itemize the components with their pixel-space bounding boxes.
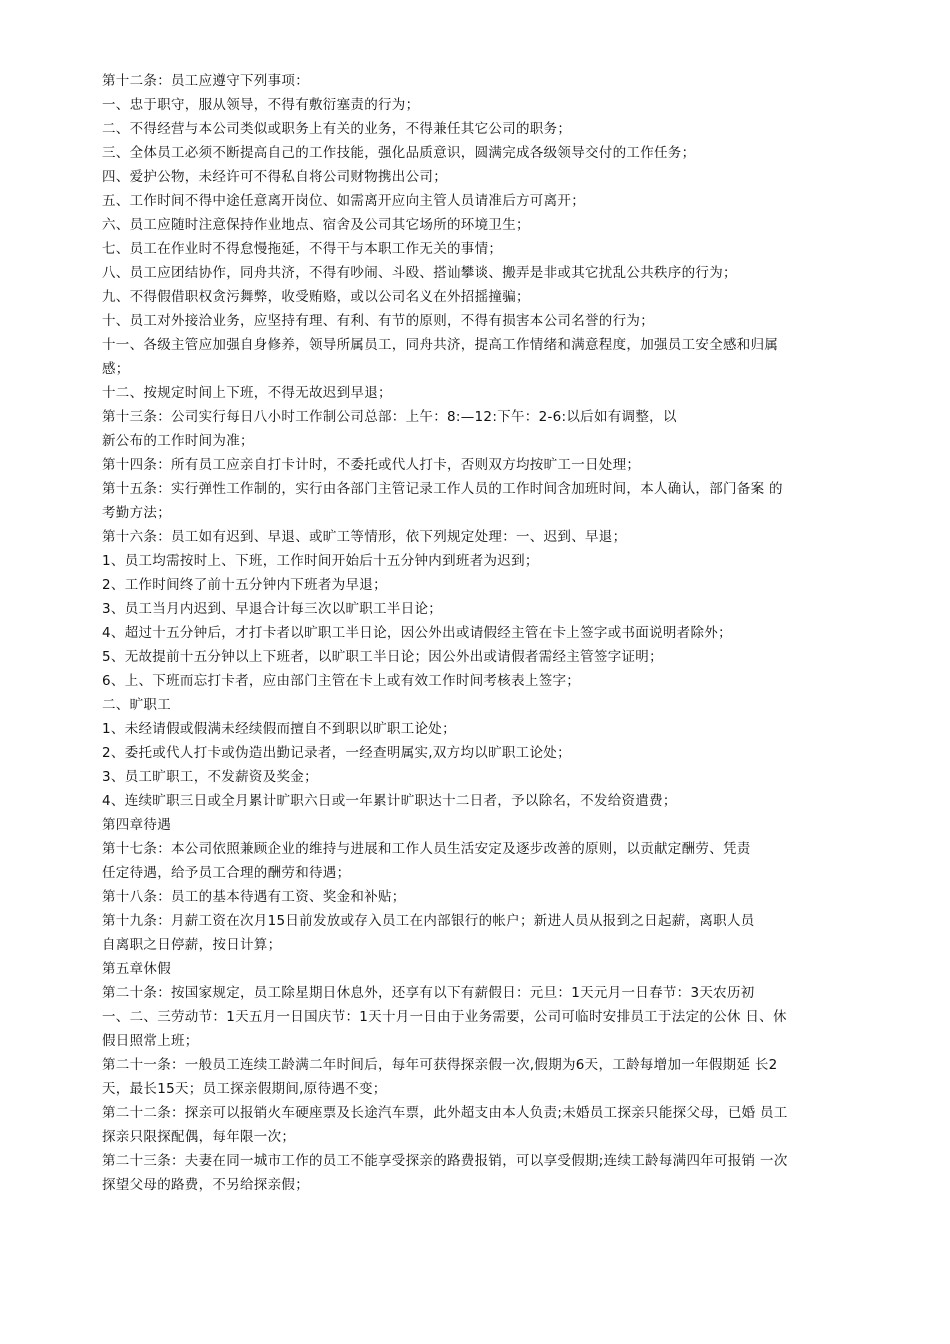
text-line: 九、不得假借职权贪污舞弊，收受贿赂，或以公司名义在外招摇撞骗； bbox=[102, 289, 530, 305]
text-line: 第十九条：月薪工资在次月15日前发放或存入员工在内部银行的帐户；新进人员从报到之日起薪，离职人员 bbox=[102, 913, 755, 929]
text-line: 一、二、三劳动节：1天五月一日国庆节：1天十月一日由于业务需要，公司可临时安排员工于法定的公休 日、休 bbox=[102, 1009, 787, 1025]
text-line: 三、全体员工必须不断提高自己的工作技能，强化品质意识，圆满完成各级领导交付的工作任务； bbox=[102, 145, 696, 161]
text-line: 第二十二条：探亲可以报销火车硬座票及长途汽车票，此外超支由本人负责;未婚员工探亲只能探父母，已婚 员工 bbox=[102, 1105, 788, 1121]
text-line: 感； bbox=[102, 361, 130, 377]
text-line: 第十八条：员工的基本待遇有工资、奖金和补贴； bbox=[102, 889, 406, 905]
text-line: 第十五条：实行弹性工作制的，实行由各部门主管记录工作人员的工作时间含加班时间，本人确认，部门备案 的 bbox=[102, 481, 783, 497]
text-line: 第十三条：公司实行每日八小时工作制公司总部：上午：8:—12:下午：2-6:以后如有调整，以 bbox=[102, 409, 677, 425]
text-line: 第二十三条：夫妻在同一城市工作的员工不能享受探亲的路费报销，可以享受假期;连续工龄每满四年可报销 一次 bbox=[102, 1153, 788, 1169]
text-line: 自离职之日停薪，按日计算； bbox=[102, 937, 282, 953]
text-line: 3、员工旷职工，不发薪资及奖金； bbox=[102, 769, 318, 785]
text-line: 第二十一条：一般员工连续工龄满二年时间后，每年可获得探亲假一次,假期为6天，工龄每增加一年假期延 长2 bbox=[102, 1057, 778, 1073]
text-line: 1、员工均需按时上、下班，工作时间开始后十五分钟内到班者为迟到； bbox=[102, 553, 539, 569]
text-line: 二、不得经营与本公司类似或职务上有关的业务，不得兼任其它公司的职务； bbox=[102, 121, 572, 137]
text-line: 十一、各级主管应加强自身修养，领导所属员工，同舟共济，提高工作情绪和满意程度，加强员工安全感和归属 bbox=[102, 337, 779, 353]
text-line: 五、工作时间不得中途任意离开岗位、如需离开应向主管人员请准后方可离开； bbox=[102, 193, 585, 209]
text-line: 1、未经请假或假满未经续假而擅自不到职以旷职工论处； bbox=[102, 721, 456, 737]
text-line: 2、工作时间终了前十五分钟内下班者为早退； bbox=[102, 577, 387, 593]
text-line: 5、无故提前十五分钟以上下班者，以旷职工半日论；因公外出或请假者需经主管签字证明； bbox=[102, 649, 663, 665]
text-line: 第十二条：员工应遵守下列事项： bbox=[102, 73, 309, 89]
text-line: 4、连续旷职三日或全月累计旷职六日或一年累计旷职达十二日者，予以除名，不发给资遣费； bbox=[102, 793, 677, 809]
text-line: 第二十条：按国家规定，员工除星期日休息外，还享有以下有薪假日：元旦：1天元月一日春节：3天农历初 bbox=[102, 985, 755, 1001]
text-line: 第四章待遇 bbox=[102, 817, 171, 833]
text-line: 6、上、下班而忘打卡者，应由部门主管在卡上或有效工作时间考核表上签字； bbox=[102, 673, 581, 689]
text-line: 二、旷职工 bbox=[102, 697, 171, 713]
text-line: 第五章休假 bbox=[102, 961, 171, 977]
text-line: 第十四条：所有员工应亲自打卡计时，不委托或代人打卡，否则双方均按旷工一日处理； bbox=[102, 457, 641, 473]
text-line: 新公布的工作时间为准； bbox=[102, 433, 254, 449]
text-line: 探望父母的路费，不另给探亲假； bbox=[102, 1177, 309, 1193]
text-line: 天，最长15天；员工探亲假期间,原待遇不变； bbox=[102, 1081, 387, 1097]
text-line: 考勤方法； bbox=[102, 505, 171, 521]
text-line: 4、超过十五分钟后，才打卡者以旷职工半日论，因公外出或请假经主管在卡上签字或书面说明者除外； bbox=[102, 625, 732, 641]
text-line: 十、员工对外接洽业务，应坚持有理、有利、有节的原则，不得有损害本公司名誉的行为； bbox=[102, 313, 654, 329]
text-line: 3、员工当月内迟到、早退合计每三次以旷职工半日论； bbox=[102, 601, 443, 617]
text-line: 第十六条：员工如有迟到、早退、或旷工等情形，依下列规定处理：一、迟到、早退； bbox=[102, 529, 627, 545]
text-line: 八、员工应团结协作，同舟共济，不得有吵闹、斗殴、搭讪攀谈、搬弄是非或其它扰乱公共秩序的行为； bbox=[102, 265, 737, 281]
text-line: 任定待遇，给予员工合理的酬劳和待遇； bbox=[102, 865, 351, 881]
text-line: 探亲只限探配偶，每年限一次； bbox=[102, 1129, 296, 1145]
text-line: 六、员工应随时注意保持作业地点、宿舍及公司其它场所的环境卫生； bbox=[102, 217, 530, 233]
text-line: 十二、按规定时间上下班，不得无故迟到早退； bbox=[102, 385, 392, 401]
text-line: 七、员工在作业时不得怠慢拖延，不得干与本职工作无关的事情； bbox=[102, 241, 503, 257]
text-line: 一、忠于职守，服从领导，不得有敷衍塞责的行为； bbox=[102, 97, 420, 113]
text-line: 2、委托或代人打卡或伪造出勤记录者，一经查明属实,双方均以旷职工论处； bbox=[102, 745, 571, 761]
text-line: 第十七条：本公司依照兼顾企业的维持与进展和工作人员生活安定及逐步改善的原则，以贡献定酬劳、凭责 bbox=[102, 841, 751, 857]
text-line: 四、爱护公物，未经许可不得私自将公司财物携出公司； bbox=[102, 169, 447, 185]
text-line: 假日照常上班； bbox=[102, 1033, 199, 1049]
